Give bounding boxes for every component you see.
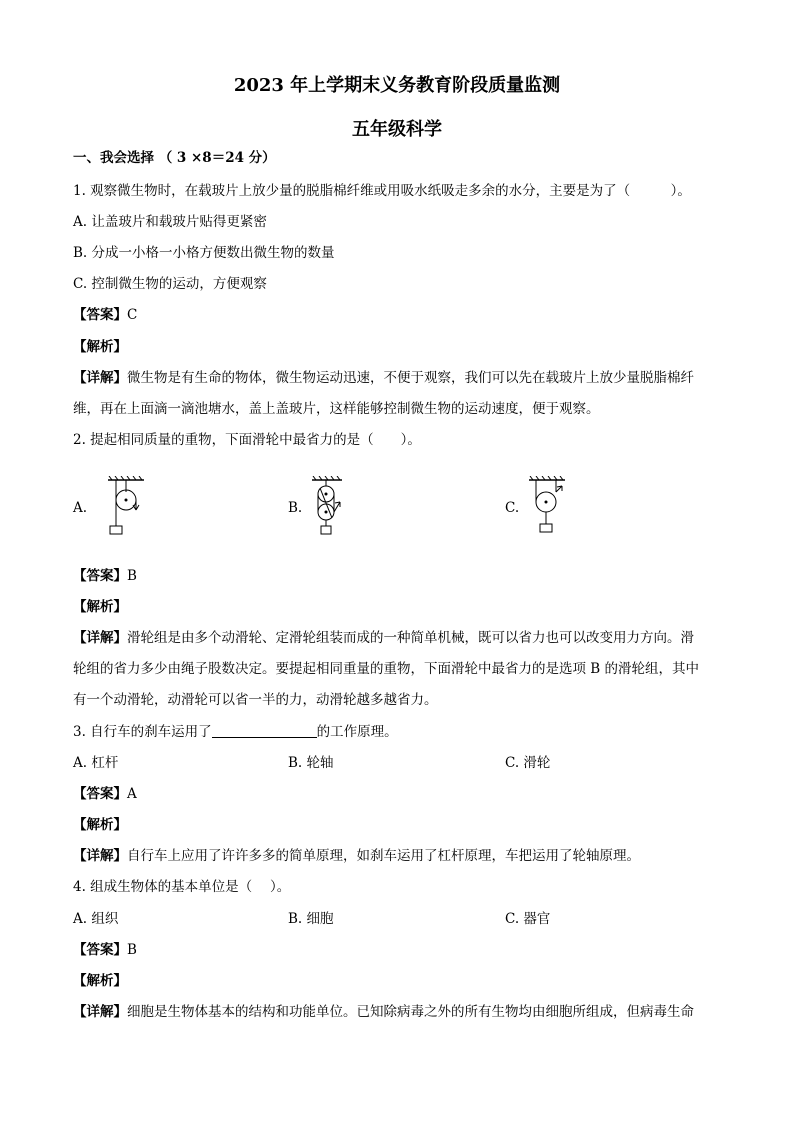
q4-option-a: A. 组织: [73, 911, 119, 927]
q2-option-b-label: B.: [288, 500, 303, 516]
detail-text: 自行车上应用了许许多多的简单原理，如刹车运用了杠杆原理，车把运用了轮轴原理。: [127, 848, 640, 864]
q2-detail-3: 有一个动滑轮，动滑轮可以省一半的力，动滑轮越多越省力。: [73, 692, 438, 708]
q3-stem-start: 3. 自行车的刹车运用了: [73, 724, 212, 740]
pulley-b-figure: [310, 476, 344, 538]
q1-detail-2: 维，再在上面滴一滴池塘水，盖上盖玻片，这样能够控制微生物的运动速度，便于观察。: [73, 401, 600, 417]
page-subtitle: 五年级科学: [352, 119, 442, 140]
q1-option-b: B. 分成一小格一小格方便数出微生物的数量: [73, 245, 335, 261]
detail-text: 微生物是有生命的物体，微生物运动迅速，不便于观察，我们可以先在载玻片上放少量脱脂棉纤: [127, 370, 694, 386]
q4-stem: 4. 组成生物体的基本单位是（ ）。: [73, 879, 291, 895]
q3-analysis-tag: 【解析】: [73, 817, 127, 833]
answer-tag: 【答案】: [73, 307, 127, 323]
page-title: 2023 年上学期末义务教育阶段质量监测: [233, 75, 561, 96]
detail-tag: 【详解】: [73, 630, 127, 646]
q2-option-c-label: C.: [505, 500, 520, 516]
q3-detail-1: [73, 846, 640, 866]
q3-option-c: C. 滑轮: [505, 755, 551, 771]
section-heading: 一、我会选择 （ 3 ×8＝24 分）: [73, 150, 276, 166]
detail-text: 细胞是生物体基本的结构和功能单位。已知除病毒之外的所有生物均由细胞所组成，但病毒生命: [127, 1004, 694, 1020]
detail-tag: 【详解】: [73, 370, 127, 386]
detail-tag: 【详解】: [73, 1004, 127, 1020]
pulley-a-figure: [104, 476, 148, 538]
q1-detail-1: [73, 368, 694, 388]
q3-stem-end: 的工作原理。: [316, 724, 398, 740]
q3-answer: [73, 784, 137, 804]
q1-option-c: C. 控制微生物的运动，方便观察: [73, 276, 267, 292]
answer-value: A: [127, 786, 137, 802]
answer-value: B: [127, 942, 137, 958]
q4-option-c: C. 器官: [505, 911, 551, 927]
pulley-c-figure: [527, 476, 567, 538]
q2-option-a-label: A.: [73, 500, 88, 516]
q1-analysis-tag: 【解析】: [73, 339, 127, 355]
q2-detail-1: [73, 628, 694, 648]
q3-option-a: A. 杠杆: [73, 755, 119, 771]
answer-tag: 【答案】: [73, 568, 127, 584]
answer-tag: 【答案】: [73, 786, 127, 802]
q4-detail-1: [73, 1002, 694, 1022]
detail-tag: 【详解】: [73, 848, 127, 864]
answer-value: B: [127, 568, 137, 584]
answer-value: C: [127, 307, 138, 323]
q1-answer: [73, 305, 137, 325]
q2-analysis-tag: 【解析】: [73, 599, 127, 615]
q2-answer: [73, 566, 137, 586]
q3-option-b: B. 轮轴: [288, 755, 334, 771]
q2-detail-2: 轮组的省力多少由绳子股数决定。要提起相同重量的重物，下面滑轮中最省力的是选项 B 的滑轮组，其中: [73, 661, 700, 677]
q1-stem: 1. 观察微生物时，在载玻片上放少量的脱脂棉纤维或用吸水纸吸走多余的水分，主要是为了（ ）。: [73, 183, 691, 199]
q1-option-a: A. 让盖玻片和载玻片贴得更紧密: [73, 214, 267, 230]
q2-stem: 2. 提起相同质量的重物，下面滑轮中最省力的是（ ）。: [73, 432, 421, 448]
q4-answer: [73, 940, 137, 960]
answer-tag: 【答案】: [73, 942, 127, 958]
detail-text: 滑轮组是由多个动滑轮、定滑轮组装而成的一种简单机械，既可以省力也可以改变用力方向。滑: [127, 630, 694, 646]
q3-stem: [73, 722, 398, 742]
q4-option-b: B. 细胞: [288, 911, 334, 927]
q3-fill-blank: [212, 723, 317, 738]
q4-analysis-tag: 【解析】: [73, 973, 127, 989]
